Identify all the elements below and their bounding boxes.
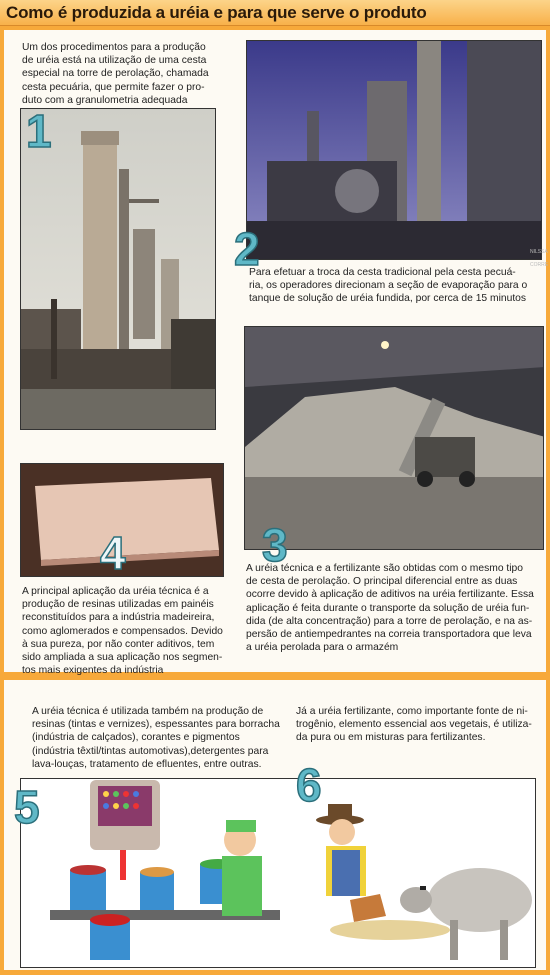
header-bar <box>0 0 550 26</box>
step3-text: A uréia técnica e a fertilizante são obtidas com o mesmo tipo de cesta de perolação. O principal diferencial entre as duas ocorre devido à aplicação de aditivos na uréia fertilizante. Essa aplicação é feita durante o transporte da solução de uréia fun- dida (de alta concentração) para a torre de perolação, e na as- persão de antiempedrantes na correia transportadora que leva a uréia perolada para o armazém <box>246 563 534 654</box>
step-number-3: 3 <box>262 519 288 571</box>
paint-factory-illustration <box>50 780 280 966</box>
step-number-2: 2 <box>234 223 260 275</box>
step5-text: A uréia técnica é utilizada também na produção de resinas (tintas e vernizes), espessantes para borracha (indústria de calçados), corantes e pigmentos (indústria têxtil/tintas automotivas),detergentes para lava-louças, tratamento de efluentes, entre outras. <box>32 706 280 770</box>
farmer-cow-illustration <box>300 790 532 966</box>
page-title: Como é produzida a uréia e para que serve o produto <box>6 3 427 22</box>
intro-text: Um dos procedimentos para a produção de uréia está na utilização de uma cesta especial na torre de perolação, chamada cesta pecuária, que permite fazer o pro- duto com a granulometria adequada <box>22 42 209 106</box>
step6-text: Já a uréia fertilizante, como importante fonte de ni- trogênio, elemento essencial aos vegetais, é utiliza- da pura ou em misturas para fertilizantes. <box>296 706 532 744</box>
step-number-6: 6 <box>296 759 322 811</box>
step2-text: Para efetuar a troca da cesta tradicional pela cesta pecuá- ria, os operadores direcionam a seção de evaporação para o tanque de solução de uréia fundida, por cerca de 15 minutos <box>249 267 528 305</box>
step-number-5: 5 <box>14 781 40 833</box>
step-number-4: 4 <box>100 527 126 579</box>
warehouse-photo <box>244 326 544 550</box>
step-number-1: 1 <box>26 105 52 157</box>
step4-text: A principal aplicação da uréia técnica é a produção de resinas utilizadas em painéis reconstituídos para a indústria madeireira, como aglomerados e compensados. Devido à sua pureza, por não conter aditivos, tem sido ampliada a sua aplicação nos segmen- tos mais exigentes da indústria <box>22 586 223 677</box>
photo-credit: NILSSA CORRE <box>530 249 549 269</box>
plant-photo <box>246 40 542 260</box>
